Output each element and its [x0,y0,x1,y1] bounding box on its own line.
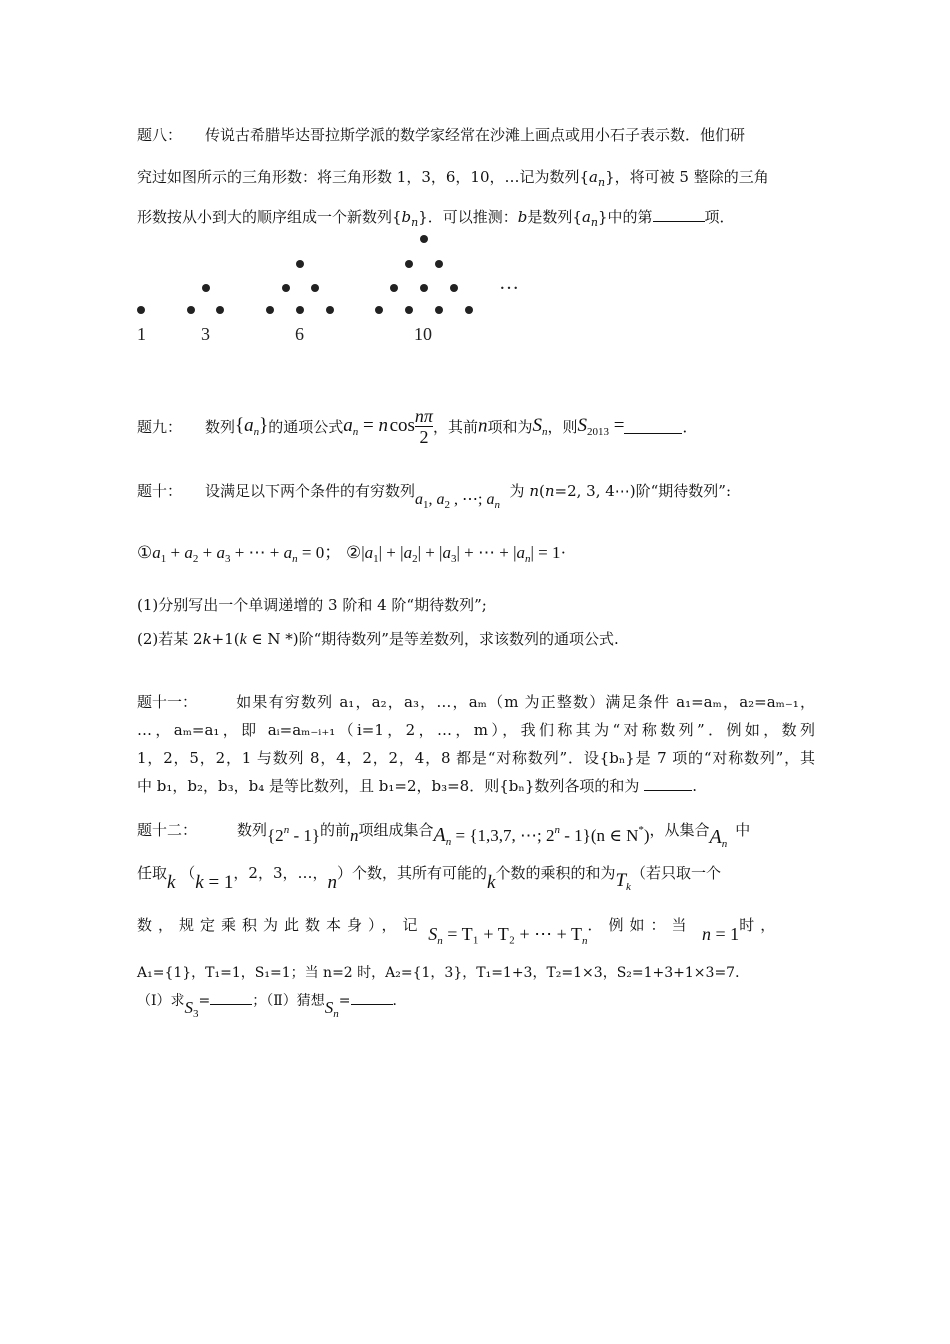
q12-set2: - 1} [289,826,321,845]
dot [450,284,458,292]
tri-label-1: 1 [137,324,146,344]
q12-S3: $S_3$ [184,998,199,1020]
q8-a2: a [581,208,591,226]
q12-n2: n [327,872,337,893]
q12-text-5a: （Ⅰ）求 [137,993,185,1009]
q12-An-ref-sub: n [721,838,728,850]
q8-b-var: b [517,208,528,226]
q10-sum1: + ⋯ + [234,543,280,562]
q12-text-2e: ）个数，其所有可能的 [337,864,488,882]
q9-seq: $\{a_n\}$ [235,415,269,438]
q9-formula-a: a [343,415,353,436]
q12-text-3c: ．例如：当 [587,916,693,934]
q8-text-3e: 项． [704,208,735,226]
q11-text-1: 如果有穷数列 a₁，a₂，a₃，…，aₘ（m 为正整数）满足条件 a₁=aₘ，a₂=aₘ₋₁， [235,693,815,711]
dot [282,284,290,292]
dot [405,306,413,314]
q9-text-1: 数列 [205,418,236,436]
q9-text-3: ，其前 [432,418,478,436]
dot [390,284,398,292]
q9-S2013-sub: 2013 [587,426,609,438]
q9-a: a [244,415,254,436]
dot [296,260,304,268]
q12-text-5c: ；（Ⅱ）猜想 [252,993,325,1009]
q12-line-5 [137,990,407,1020]
q10-part2c: ∈ N *)阶“期待数列”是等差数列，求该数列的通项公式. [251,630,619,648]
q10-text-2: 为 [509,482,525,500]
q8-b: b [401,208,412,226]
q9-Sn-sub: n [541,426,548,438]
q9-formula-n: n [378,415,388,436]
q9-S2013: $S_{2013}$ = [577,415,625,438]
q10-part1-text: (1)分别写出一个单调递增的 3 阶和 4 阶“期待数列”; [137,596,487,614]
q12-Sn-def: $S_n = T_1 + T_2$ + ⋯ + $T_n$ [428,924,588,947]
q10-cond2-mark: ② [346,543,362,563]
q10-part2: (2)若某 2k+1(k ∈ N *)阶“期待数列”是等差数列，求该数列的通项公式. [137,630,619,648]
dot [420,235,428,243]
q12-text-4: A₁={1}，T₁=1，S₁=1；当 n=2 时，A₂={1，3}，T₁=1+3，T₂=1×3，S₂=1+3+1×3=7． [137,965,750,981]
q10-eq1: = 1· [538,543,567,562]
q12-line-1 [137,818,751,850]
q8-a2-sub: n [590,216,598,229]
q12-n-eq1: n = 1 [702,924,740,944]
q12-text-3: 项组成集合 [358,821,434,839]
tri-label-6: 6 [295,324,304,344]
q12-An-sub: n [445,836,452,848]
q8-text-3a: 形数按从小到大的顺序组成一个新数列{ [137,208,402,226]
q12-seq [267,826,320,845]
q8-text-3c: 是数列{ [527,208,582,226]
q9-text-4: 项和为 [487,418,533,436]
q8-text-1: 传说古希腊毕达哥拉斯学派的数学家经常在沙滩上画点或用小石子表示数．他们研 [205,126,746,144]
q12-Sn-sum: = T₁ + T₂ + ⋯ + T [447,924,582,944]
dot [216,306,224,314]
q11-block [137,688,815,800]
q11-answer-blank[interactable] [644,776,692,791]
q8-line-1 [137,124,745,145]
q9-formula: $a_n = n$ cos [343,415,415,438]
q9-answer-blank[interactable] [624,419,682,434]
dot [266,306,274,314]
q11-text-4a: 中 b₁，b₂，b₃，b₄ 是等比数列，且 b₁=2，b₃=8．则{bₙ}数列各项的和为 [137,777,640,795]
q12-text-4: ，从集合 [649,821,710,839]
dot [435,260,443,268]
dot [296,306,304,314]
q8-text-3b: }．可以推测： [418,208,518,226]
dot [187,306,195,314]
q10-text-1: 设满足以下两个条件的有穷数列 [205,482,416,500]
q12-k-eq1: = 1 [208,872,234,893]
q8-text-2a: 究过如图所示的三角形数：将三角形数 1，3，6，10，…记为数列{ [137,168,590,186]
q12-text-3e: 时， [739,916,782,934]
q10-label: 题十： [137,482,183,500]
dot [202,284,210,292]
dot [465,306,473,314]
q12-text-5: 中 [735,821,751,839]
q12-Sn-sub: n [437,935,443,947]
q11-line-1 [137,688,815,716]
q12-line-3 [137,914,815,947]
q12-n: n [350,826,359,845]
q10-n: n [529,482,539,500]
q12-k2: k [487,872,496,893]
q9-line [137,406,697,447]
q8-line-3 [137,206,735,229]
q8-text-3d: }中的第 [598,208,653,226]
q12-set1: {2 [267,826,284,845]
q10-sum2: + ⋯ + [464,543,509,562]
q10-text-4: =2, 3, 4⋯)阶“期待数列”: [554,482,732,500]
q12-text-2a: 任取 [137,864,168,882]
q9-fraction [415,406,433,447]
dot [137,306,145,314]
q8-a-sub: n [598,176,606,189]
q10-seq: $a_1$, $a_2$ , ⋯; $a_n$ [415,491,500,511]
q12-An-ref: $A_n$ [709,826,728,850]
q10-part2a: (2)若某 2 [137,630,203,648]
q8-b-sub: n [411,216,419,229]
q11-text-2: …，aₘ=a₁，即 aᵢ=aₘ₋ᵢ₊₁（i=1，2，…，m），我们称其为“对称数列”．例如，数列 [137,721,815,739]
q9-text-5: ，则 [547,418,578,436]
q12-answer-blank-2[interactable] [351,990,393,1005]
q12-text-2g: （若只取一个 [630,864,721,882]
q10-part2b: +1( [211,630,240,648]
q10-eq0: = 0； [301,543,342,562]
q12-text-2b: （ [180,864,196,882]
q10-conditions [137,538,566,565]
q11-label: 题十一： [137,693,198,711]
dot [405,260,413,268]
q12-Sn: $S_n$ [324,998,339,1020]
q11-line-4 [137,772,815,800]
q12-k-eq: k = 1 [195,872,234,893]
q11-line-2 [137,716,815,744]
q12-line-2 [137,862,721,893]
q12-text-2d: ，2，3，…， [233,864,328,882]
q8-a: a [589,168,598,186]
q8-line-2 [137,166,769,189]
q12-answer-blank-1[interactable] [210,990,252,1005]
q8-answer-blank[interactable] [653,207,705,222]
q12-k: k [167,872,176,893]
q12-An-def: $A_n = \{1,3,7$, ⋯; 2$^n$ - 1}(n ∈ N*) [433,824,650,848]
dot [375,306,383,314]
q9-frac-num: nπ [414,406,433,426]
figure-ellipsis: … [499,272,519,294]
q9-cos: cos [389,415,415,436]
q12-An-1: = {1,3,7, ⋯; 2 [455,826,555,845]
q12-set-sup: n [283,824,290,836]
q12-eq1: = 1 [715,924,740,944]
q9-formula-sub: n [352,426,359,438]
tri-label-3: 3 [201,324,210,344]
q10-line-1 [137,480,732,511]
q9-text-7: ． [682,418,698,436]
dot [326,306,334,314]
q11-text-4b: . [692,777,697,795]
q12-An-3: ) [643,826,650,845]
q9-a-sub: n [253,426,260,438]
q8-label: 题八： [137,126,183,144]
q12-An-sup: n [554,824,560,836]
q12-text-5e: ． [392,993,407,1009]
q12-label: 题十二： [137,821,198,839]
q12-Tk: $T_k$ [615,870,631,893]
q9-Sn: $S_n$ [532,415,548,438]
q12-eq-a: = [198,993,211,1009]
q8-text-2b: }，将可被 5 整除的三角 [605,168,769,186]
q11-text-3: 1，2，5，2，1 与数列 8，4，2，2，4，8 都是“对称数列”．设{bₙ}是 7 项的“对称数列”，其 [137,749,815,767]
q10-paren: ( [538,482,545,500]
tri-label-10: 10 [414,324,432,344]
dot [435,306,443,314]
q12-text-2f: 个数的乘积的和为 [495,864,616,882]
q11-line-3 [137,744,815,772]
dot [420,284,428,292]
q12-An-2: - 1}(n ∈ N [560,826,639,845]
q9-label: 题九： [137,418,183,436]
q10-cond2: $|a_1| + |a_2| + |a_3|$ + ⋯ + $|a_n| = 1\cdot$ [361,543,567,565]
q12-text-1: 数列 [237,821,268,839]
q12-line-4 [137,962,749,982]
q10-cond1: $a_1 + a_2 + a_3$ + ⋯ + $a_n = 0$； [152,543,342,565]
dot [311,284,319,292]
q10-part1 [137,594,487,615]
q9-n: n [477,415,488,437]
q12-text-3a: 数，规定乘积为此数本身），记 [137,916,424,934]
q9-text-2: 的通项公式 [268,418,344,436]
q12-eq-b: = [338,993,351,1009]
q9-frac-den: 2 [419,427,429,447]
q10-cond1-mark: ① [137,543,153,563]
q9-eq: = [613,415,625,436]
q10-n2: n [544,482,555,500]
q12-text-2: 的前 [320,821,351,839]
q12-Tn-sub: n [581,935,588,947]
